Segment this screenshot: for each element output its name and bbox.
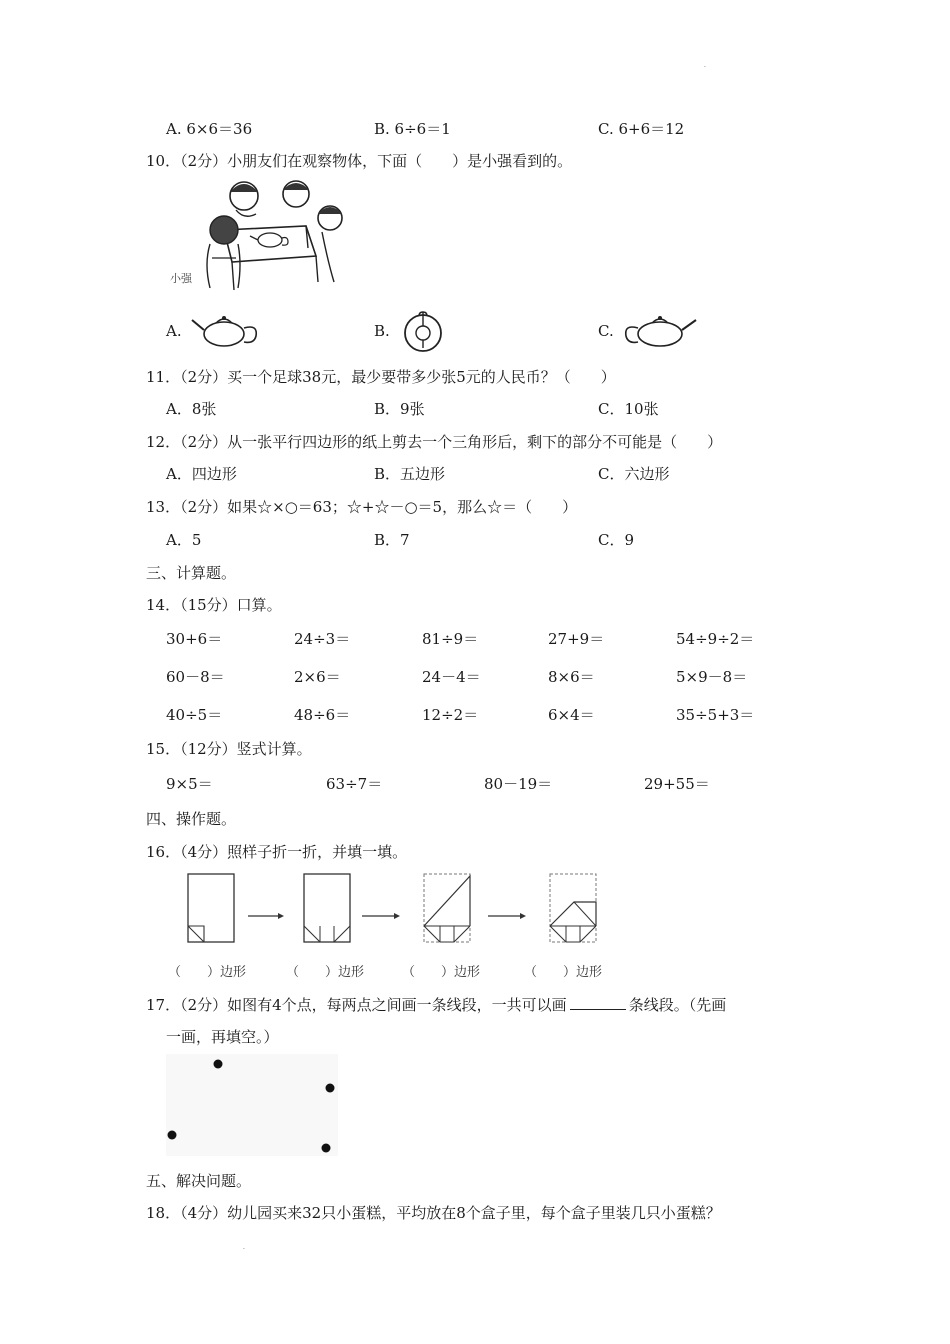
q16-label-2: （ ）边形 xyxy=(286,965,365,980)
q16-label-4: （ ）边形 xyxy=(524,965,603,980)
point-1[interactable] xyxy=(214,1060,223,1069)
q12-option-b[interactable]: B．五边形 xyxy=(374,465,446,483)
point-4[interactable] xyxy=(322,1144,331,1153)
q14-item: 35÷5+3＝ xyxy=(676,706,755,724)
teapot-other-side-view-icon[interactable] xyxy=(622,308,698,352)
section-3-heading: 三、计算题。 xyxy=(146,564,237,582)
section-4-heading: 四、操作题。 xyxy=(146,810,237,828)
point-2[interactable] xyxy=(326,1084,335,1093)
q17-answer-blank[interactable] xyxy=(570,995,626,1010)
q16-question: 16．（4分）照样子折一折，并填一填。 xyxy=(146,843,408,861)
q10-option-b-label[interactable]: B. xyxy=(374,322,390,340)
point-3[interactable] xyxy=(168,1131,177,1140)
q17-question-line2: 一画，再填空。） xyxy=(166,1028,279,1046)
q17-text-after: 条线段。（先画 xyxy=(628,996,727,1014)
teapot-top-view-icon[interactable] xyxy=(400,308,446,354)
q12-option-a[interactable]: A．四边形 xyxy=(166,465,237,483)
q18-question: 18．（4分）幼儿园买来32只小蛋糕，平均放在8个盒子里，每个盒子里装几只小蛋糕？ xyxy=(146,1204,721,1222)
q14-item: 6×4＝ xyxy=(548,706,595,724)
q14-item: 24÷3＝ xyxy=(294,630,351,648)
q10-figure-label: 小强 xyxy=(170,272,192,285)
q14-item: 8×6＝ xyxy=(548,668,595,686)
q16-label-1: （ ）边形 xyxy=(168,965,247,980)
q17-four-points-figure[interactable] xyxy=(166,1054,338,1156)
q10-question: 10．（2分）小朋友们在观察物体，下面（ ）是小强看到的。 xyxy=(146,152,573,170)
q12-option-c[interactable]: C．六边形 xyxy=(598,465,670,483)
q13-option-a[interactable]: A．5 xyxy=(166,531,202,549)
q16-folding-figure xyxy=(166,870,616,950)
q11-option-b[interactable]: B．9张 xyxy=(374,400,425,418)
q11-option-c[interactable]: C．10张 xyxy=(598,400,659,418)
q14-item: 27+9＝ xyxy=(548,630,605,648)
q15-question: 15．（12分）竖式计算。 xyxy=(146,740,312,758)
section-5-heading: 五、解决问题。 xyxy=(146,1172,252,1190)
q14-item: 5×9－8＝ xyxy=(676,668,748,686)
q17-text-before: 17．（2分）如图有4个点，每两点之间画一条线段，一共可以画 xyxy=(146,996,567,1014)
q12-question: 12．（2分）从一张平行四边形的纸上剪去一个三角形后，剩下的部分不可能是（ ） xyxy=(146,433,723,451)
teapot-side-view-icon[interactable] xyxy=(190,308,260,352)
q16-label-3: （ ）边形 xyxy=(402,965,481,980)
q10-option-c-label[interactable]: C. xyxy=(598,322,614,340)
q13-option-c[interactable]: C．9 xyxy=(598,531,635,549)
q9-option-a[interactable]: A. 6×6＝36 xyxy=(166,120,253,138)
q14-item: 2×6＝ xyxy=(294,668,341,686)
q15-item: 9×5＝ xyxy=(166,775,213,793)
q10-option-a-label[interactable]: A. xyxy=(166,322,182,340)
q17-question xyxy=(146,994,726,1015)
q10-children-table-figure xyxy=(166,178,356,294)
q14-item: 81÷9＝ xyxy=(422,630,479,648)
q14-item: 40÷5＝ xyxy=(166,706,223,724)
q15-item: 63÷7＝ xyxy=(326,775,383,793)
q14-item: 12÷2＝ xyxy=(422,706,479,724)
q14-item: 60－8＝ xyxy=(166,668,225,686)
q14-question: 14．（15分）口算。 xyxy=(146,596,282,614)
q9-option-b[interactable]: B. 6÷6＝1 xyxy=(374,120,451,138)
q13-option-b[interactable]: B．7 xyxy=(374,531,410,549)
q14-item: 54÷9÷2＝ xyxy=(676,630,755,648)
q9-option-c[interactable]: C. 6+6＝12 xyxy=(598,120,685,138)
q13-question: 13．（2分）如果☆×○＝63；☆+☆－○＝5，那么☆＝（ ） xyxy=(146,498,578,516)
q14-item: 30+6＝ xyxy=(166,630,223,648)
q15-item: 80－19＝ xyxy=(484,775,553,793)
bottom-mark: · xyxy=(243,1246,245,1253)
q15-item: 29+55＝ xyxy=(644,775,710,793)
q14-item: 48÷6＝ xyxy=(294,706,351,724)
top-mark: · xyxy=(704,64,706,71)
q11-question: 11．（2分）买一个足球38元，最少要带多少张5元的人民币？（ ） xyxy=(146,368,616,386)
q14-item: 24－4＝ xyxy=(422,668,481,686)
q11-option-a[interactable]: A．8张 xyxy=(166,400,217,418)
